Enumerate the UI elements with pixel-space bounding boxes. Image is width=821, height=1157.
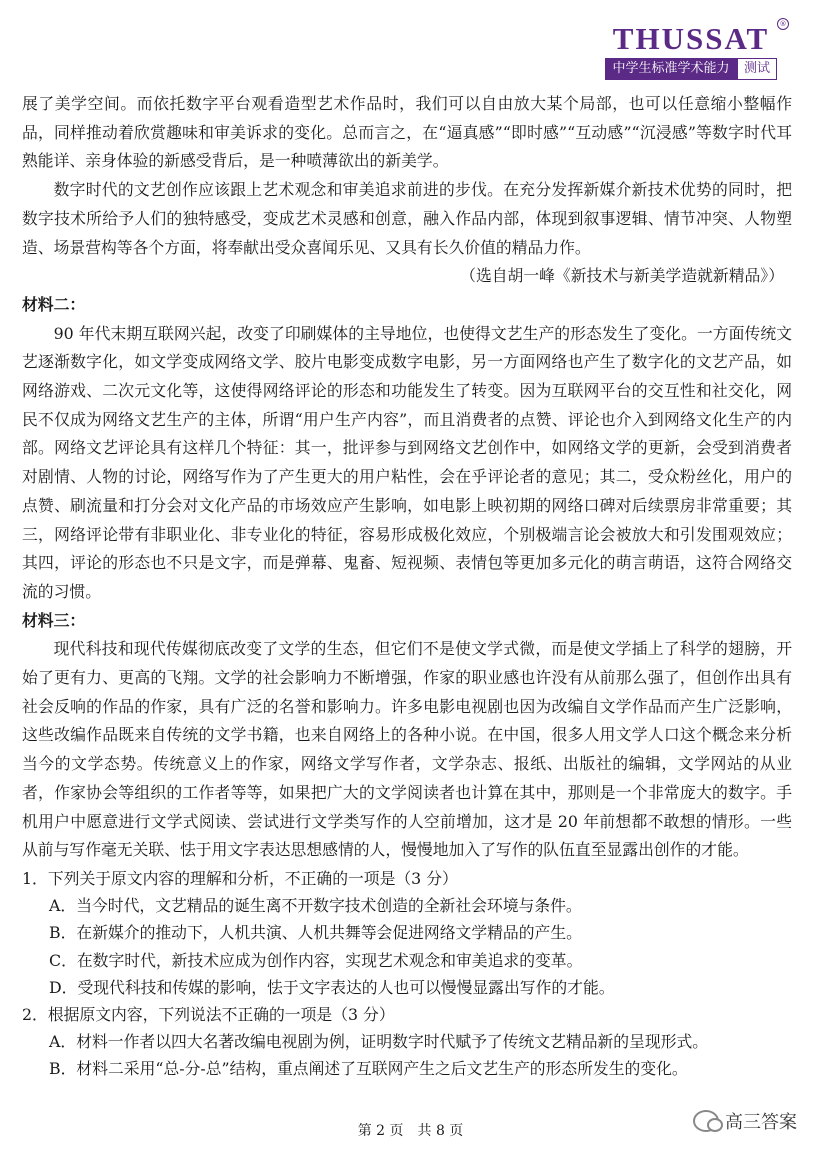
option-b: B．材料二采用“总-分-总”结构，重点阐述了互联网产生之后文艺生产的形态所发生的变化。 (49, 1059, 688, 1079)
watermark (693, 1108, 797, 1134)
question-2 (22, 1001, 792, 1083)
question-stem: 1．下列关于原文内容的理解和分析，不正确的一项是（3 分） (22, 868, 458, 888)
paragraph-continued: 展了美学空间。而依托数字平台观看造型艺术作品时，我们可以自由放大某个局部，也可以任意缩小整幅作品，同样推动着欣赏趣味和审美诉求的变化。总而言之，在“逼真感”“即时感”“互动感”“沉浸感”等数字时代耳熟能详、亲身体验的新感受背后，是一种喷薄欲出的新美学。 (22, 94, 792, 171)
registered-mark: ® (777, 18, 789, 30)
logo-bar (605, 58, 777, 80)
logo-subtitle: 中学生标准学术能力 (605, 58, 737, 80)
material-three-heading: 材料三： (22, 610, 86, 630)
option-d: D．受现代科技和传媒的影响，怯于文字表达的人也可以慢慢显露出写作的才能。 (49, 977, 615, 997)
page-number: 第 2 页 共 8 页 (357, 1123, 464, 1139)
watermark-text: 高三答案 (725, 1112, 797, 1133)
option-c: C．在数字时代，新技术应成为创作内容，实现艺术观念和审美追求的变革。 (49, 950, 583, 970)
option-b: B．在新媒介的推动下，人机共演、人机共舞等会促进网络文学精品的产生。 (49, 923, 582, 943)
paragraph: 数字时代的文艺创作应该跟上艺术观念和审美追求前进的步伐。在充分发挥新媒介新技术优势的同时，把数字技术所给予人们的独特感受，变成艺术灵感和创意，融入作品内部，体现到叙事逻辑、情节冲突、人物塑造、场景营构等各个方面，将奉献出受众喜闻乐见、又具有长久价值的精品力作。 (22, 180, 792, 257)
question-1 (22, 865, 792, 1001)
material-three-text: 现代科技和现代传媒彻底改变了文学的生态，但它们不是使文学式微，而是使文学插上了科学的翅膀，开始了更有力、更高的飞翔。文学的社会影响力不断增强，作家的职业感也许没有从前那么强了，但创作出具有社会反响的作品的作家，具有广泛的名誉和影响力。许多电影电视剧也因为改编自文学作品而产生广泛影响，这些改编作品既来自传统的文学书籍，也来自网络上的各种小说。在中国，很多人用文学人口这个概念来分析当今的文学态势。传统意义上的作家，网络文学写作者，文学杂志、报纸、出版社的编辑，文学网站的从业者，作家协会等组织的工作者等等，如果把广大的文学阅读者也计算在其中，那则是一个非常庞大的数字。手机用户中愿意进行文学式阅读、尝试进行文学类写作的人空前增加，这才是 20 年前想都不敢想的情形。一些从前与写作毫无关联、怯于用文字表达思想感情的人，慢慢地加入了写作的队伍直至显露出创作的才能。 (22, 639, 792, 860)
source-citation: （选自胡一峰《新技术与新美学造就新精品》） (460, 266, 784, 286)
material-two-text: 90 年代末期互联网兴起，改变了印刷媒体的主导地位，也使得文艺生产的形态发生了变化。一方面传统文艺逐渐数字化，如文学变成网络文学、胶片电影变成数字电影，另一方面网络也产生了数字化的文艺产品，如网络游戏、二次元文化等，这使得网络评论的形态和功能发生了转变。因为互联网平台的交互性和社交化，网民不仅成为网络文艺生产的主体，所谓“用户生产内容”，而且消费者的点赞、评论也介入到网络文化生产的内部。网络文艺评论具有这样几个特征：其一，批评参与到网络文艺创作中，如网络文学的更新，会受到消费者对剧情、人物的讨论，网络写作为了产生更大的用户粘性，会在乎评论者的意见；其二，受众粉丝化，用户的点赞、刷流量和打分会对文化产品的市场效应产生影响，如电影上映初期的网络口碑对后续票房非常重要；其三，网络评论带有非职业化、非专业化的特征，容易形成极化效应，个别极端言论会被放大和引发围观效应；其四，评论的形态也不只是文字，而是弹幕、鬼畜、短视频、表情包等更加多元化的萌言萌语，这符合网络交流的习惯。 (22, 323, 792, 601)
exam-content (22, 90, 792, 1083)
material-two-heading: 材料二： (22, 294, 86, 314)
option-a: A．当今时代，文艺精品的诞生离不开数字技术创造的全新社会环境与条件。 (49, 896, 582, 916)
wechat-icon (693, 1110, 719, 1132)
logo-subtitle-tag: 测试 (737, 58, 777, 80)
option-a: A．材料一作者以四大名著改编电视剧为例，证明数字时代赋予了传统文艺精品新的呈现形式。 (49, 1032, 709, 1052)
thussat-logo (605, 20, 787, 80)
question-stem: 2．根据原文内容，下列说法不正确的一项是（3 分） (22, 1005, 395, 1024)
logo-title: THUSSAT (612, 21, 770, 56)
